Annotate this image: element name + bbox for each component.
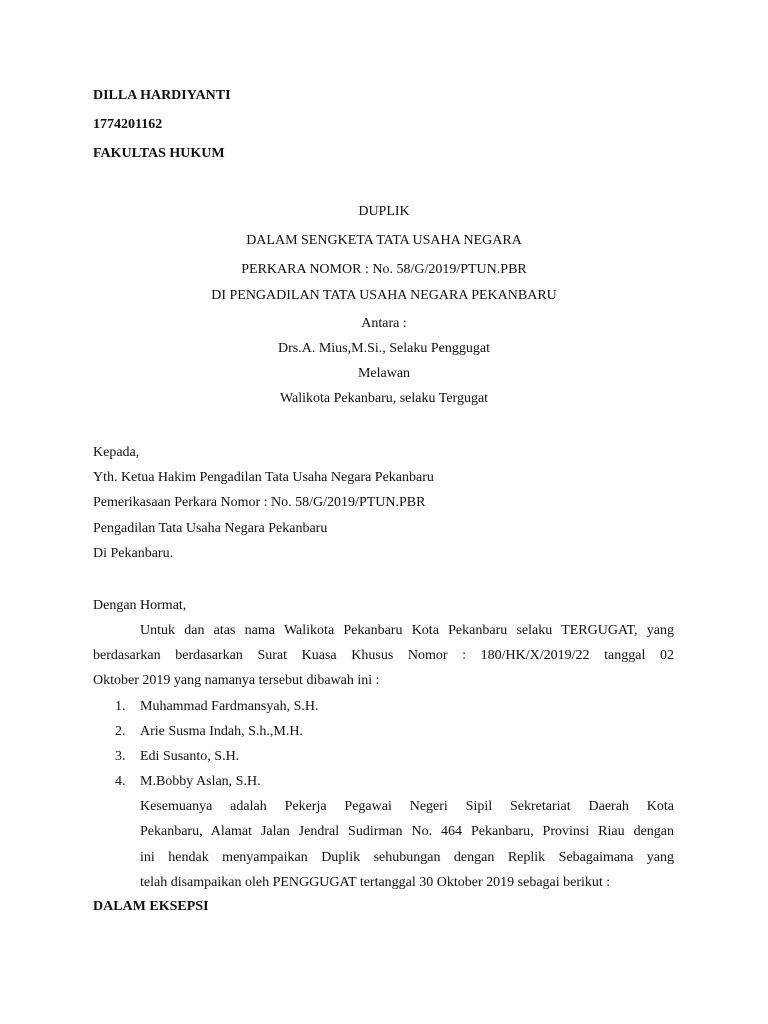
paragraph-2-line-3: ini hendak menyampaikan Duplik sehubungan dengan Replik Sebagaimana yang	[140, 850, 674, 865]
versus-label: Melawan	[357, 366, 411, 381]
paragraph-2-line-2: Pekanbaru, Alamat Jalan Jendral Sudirman No. 464 Pekanbaru, Provinsi Riau dengan	[140, 824, 674, 839]
list-number: 3.	[115, 749, 126, 764]
paragraph-2-line-1: Kesemuanya adalah Pekerja Pegawai Negeri Sipil Sekretariat Daerah Kota	[140, 799, 674, 814]
greeting: Dengan Hormat,	[93, 598, 187, 613]
address-case: Pemerikasaan Perkara Nomor : No. 58/G/2019/PTUN.PBR	[93, 495, 426, 510]
title-line-2: DALAM SENGKETA TATA USAHA NEGARA	[246, 233, 522, 248]
paragraph-1-line-2: berdasarkan berdasarkan Surat Kuasa Khusus Nomor : 180/HK/X/2019/22 tanggal 02	[93, 648, 674, 663]
address-court: Pengadilan Tata Usaha Negara Pekanbaru	[93, 521, 328, 536]
list-text: Muhammad Fardmansyah, S.H.	[140, 699, 319, 714]
list-number: 1.	[115, 699, 126, 714]
author-name: DILLA HARDIYANTI	[93, 88, 231, 103]
address-city: Di Pekanbaru.	[93, 546, 174, 561]
document-title: DUPLIK	[358, 204, 410, 219]
address-to: Kepada,	[93, 445, 140, 460]
list-text: M.Bobby Aslan, S.H.	[140, 774, 261, 789]
student-number: 1774201162	[93, 117, 163, 132]
address-recipient: Yth. Ketua Hakim Pengadilan Tata Usaha Negara Pekanbaru	[93, 470, 434, 485]
faculty-name: FAKULTAS HUKUM	[93, 146, 225, 161]
plaintiff-line: Drs.A. Mius,M.Si., Selaku Penggugat	[278, 341, 490, 356]
section-heading: DALAM EKSEPSI	[93, 899, 209, 914]
paragraph-1-line-3: Oktober 2019 yang namanya tersebut dibawah ini :	[93, 673, 380, 688]
court-name: DI PENGADILAN TATA USAHA NEGARA PEKANBARU	[211, 288, 557, 303]
case-number: PERKARA NOMOR : No. 58/G/2019/PTUN.PBR	[241, 262, 527, 277]
list-number: 2.	[115, 724, 126, 739]
between-label: Antara :	[361, 316, 407, 331]
paragraph-2-line-4: telah disampaikan oleh PENGGUGAT tertanggal 30 Oktober 2019 sebagai berikut :	[140, 875, 611, 890]
list-text: Arie Susma Indah, S.h.,M.H.	[140, 724, 303, 739]
list-number: 4.	[115, 774, 126, 789]
defendant-line: Walikota Pekanbaru, selaku Tergugat	[279, 391, 489, 406]
list-text: Edi Susanto, S.H.	[140, 749, 240, 764]
paragraph-1-line-1: Untuk dan atas nama Walikota Pekanbaru Kota Pekanbaru selaku TERGUGAT, yang	[140, 623, 674, 638]
